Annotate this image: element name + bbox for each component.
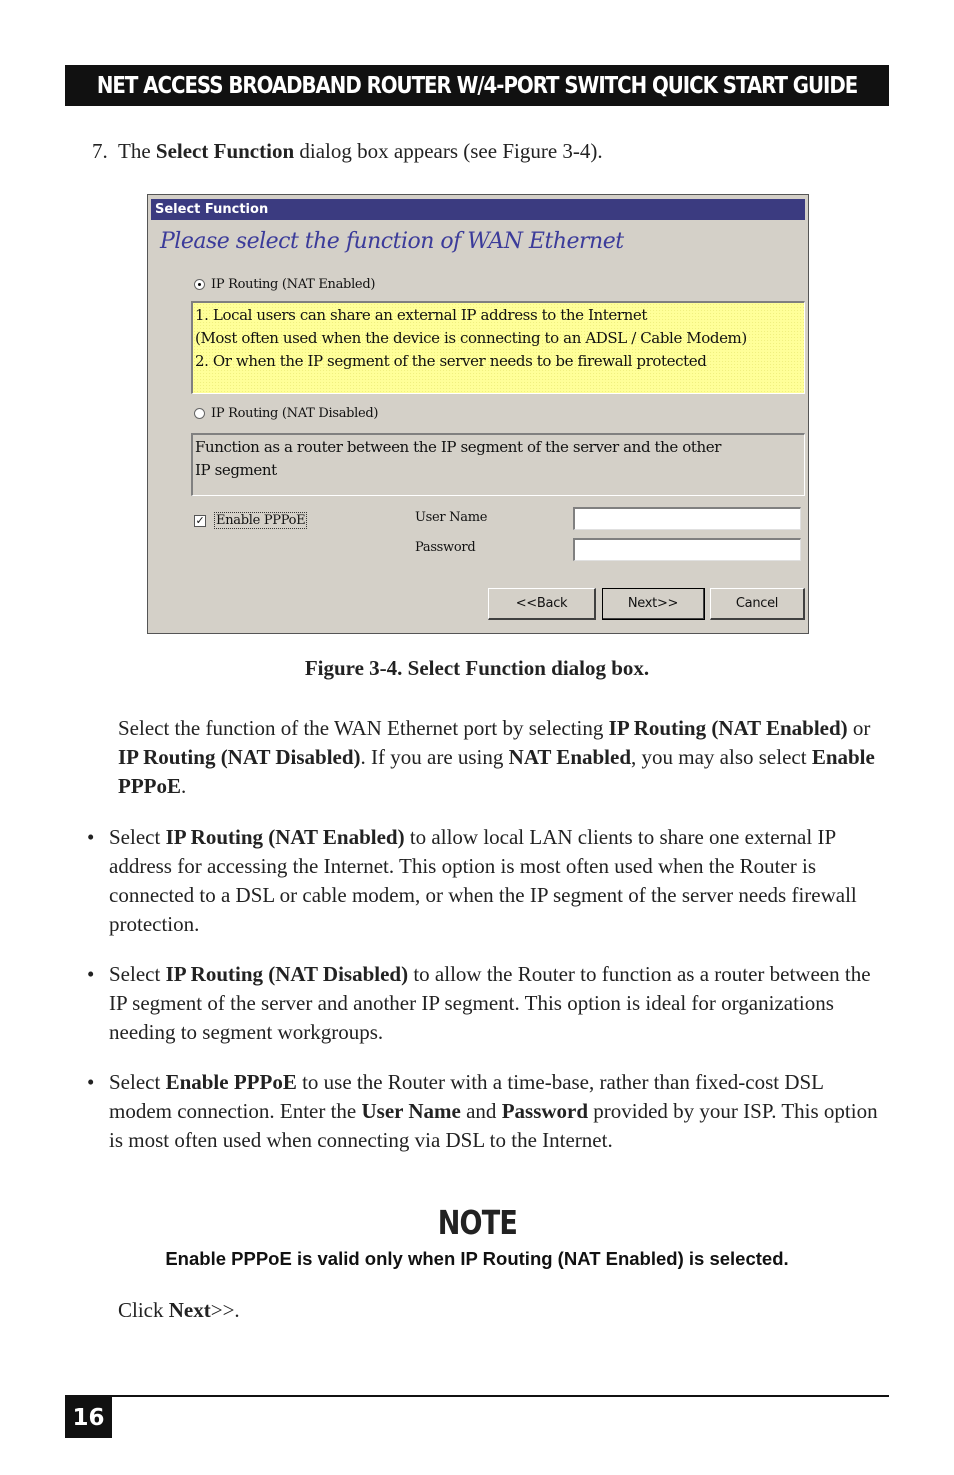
bullet-bold: IP Routing (NAT Enabled) [165,825,405,849]
bullet-text: Select [109,1070,166,1094]
page-header [65,65,889,106]
bullet-nat-disabled [109,960,884,1047]
select-function-dialog [147,194,809,634]
step-text-pre: The [118,139,156,163]
bullet-text: to use the Router with a time-base, rather than fixed-cost DSL modem connection. Enter the [109,1070,824,1123]
note-text: Enable PPPoE is valid only when IP Routing (NAT Enabled) is selected. [165,1248,789,1269]
bullet-dot: • [87,825,95,849]
intro-text: . If you are using [360,745,509,769]
intro-text: . [181,774,187,798]
step-number: 7. [92,139,108,163]
note-title-text: NOTE [437,1203,517,1242]
radio-selected-icon[interactable] [194,279,205,290]
dialog-title-bar: Select Function [151,199,805,220]
intro-bold: Enable PPPoE [118,745,875,798]
radio-nat-enabled-label: IP Routing (NAT Enabled) [211,277,376,292]
page-number: 16 [65,1397,112,1438]
radio-unselected-icon[interactable] [194,408,205,419]
back-button[interactable]: <<Back [488,588,596,620]
note-heading [0,1203,954,1242]
intro-text: , you may also select [631,745,812,769]
bullet-dot: • [87,1070,95,1094]
cancel-button[interactable]: Cancel [710,588,805,620]
nat-disabled-description [191,433,805,496]
bullet-text: provided by your ISP. This option is most often used when connecting via DSL to the Internet. [109,1099,878,1152]
next-button[interactable]: Next>> [602,588,705,620]
bullet-nat-enabled [109,823,884,939]
checkbox-checked-icon[interactable]: ✓ [195,513,205,527]
header-title: NET ACCESS BROADBAND ROUTER W/4-PORT SWITCH QUICK START GUIDE [96,72,858,99]
desc-line: 1. Local users can share an external IP address to the Internet [195,306,648,324]
intro-bold: NAT Enabled [508,745,632,769]
intro-text: or [847,716,871,740]
bullet-text: and [460,1099,502,1123]
click-bold: Next [168,1298,211,1322]
bullet-text: to allow the Router to function as a router between the IP segment of the server and another IP segment. This option is ideal for organizations needing to segment workgroups. [109,962,871,1044]
click-next-instruction [118,1296,240,1325]
bullet-bold: IP Routing (NAT Disabled) [165,962,409,986]
step-text-bold: Select Function [155,139,295,163]
intro-bold: IP Routing (NAT Disabled) [118,745,361,769]
bullet-dot: • [87,962,95,986]
enable-pppoe-checkbox-row[interactable] [194,512,307,529]
password-label: Password [415,540,476,555]
enable-pppoe-label: Enable PPPoE [216,513,306,528]
intro-paragraph [118,714,888,801]
intro-bold: IP Routing (NAT Enabled) [608,716,848,740]
desc-line: IP segment [195,461,277,479]
desc-line: (Most often used when the device is connecting to an ADSL / Cable Modem) [195,329,747,347]
step-text-post: dialog box appears (see Figure 3-4). [294,139,603,163]
click-text: Click [118,1298,169,1322]
intro-text: Select the function of the WAN Ethernet port by selecting [118,716,609,740]
bullet-text: Select [109,962,166,986]
desc-line: Function as a router between the IP segment of the server and the other [195,438,722,456]
radio-nat-enabled[interactable] [194,277,375,292]
user-name-input[interactable] [573,507,801,530]
bullet-enable-pppoe [109,1068,884,1155]
bullet-bold: User Name [361,1099,461,1123]
desc-line: 2. Or when the IP segment of the server needs to be firewall protected [195,352,707,370]
radio-nat-disabled[interactable] [194,406,378,421]
figure-caption: Figure 3-4. Select Function dialog box. [304,656,650,680]
dialog-heading: Please select the function of WAN Ethernet [160,229,624,254]
footer-rule [65,1395,889,1397]
bullet-bold: Password [501,1099,589,1123]
click-text: >>. [210,1298,240,1322]
bullet-text: Select [109,825,166,849]
user-name-label: User Name [415,510,488,525]
nat-enabled-description [191,301,805,394]
step-7 [92,137,603,165]
bullet-bold: Enable PPPoE [165,1070,297,1094]
password-input[interactable] [573,538,801,561]
bullet-text: to allow local LAN clients to share one external IP address for accessing the Internet. This option is most often used when the Router is connected to a DSL or cable modem, or when the IP segment of the server needs firewall protection. [109,825,857,936]
radio-nat-disabled-label: IP Routing (NAT Disabled) [211,406,379,421]
